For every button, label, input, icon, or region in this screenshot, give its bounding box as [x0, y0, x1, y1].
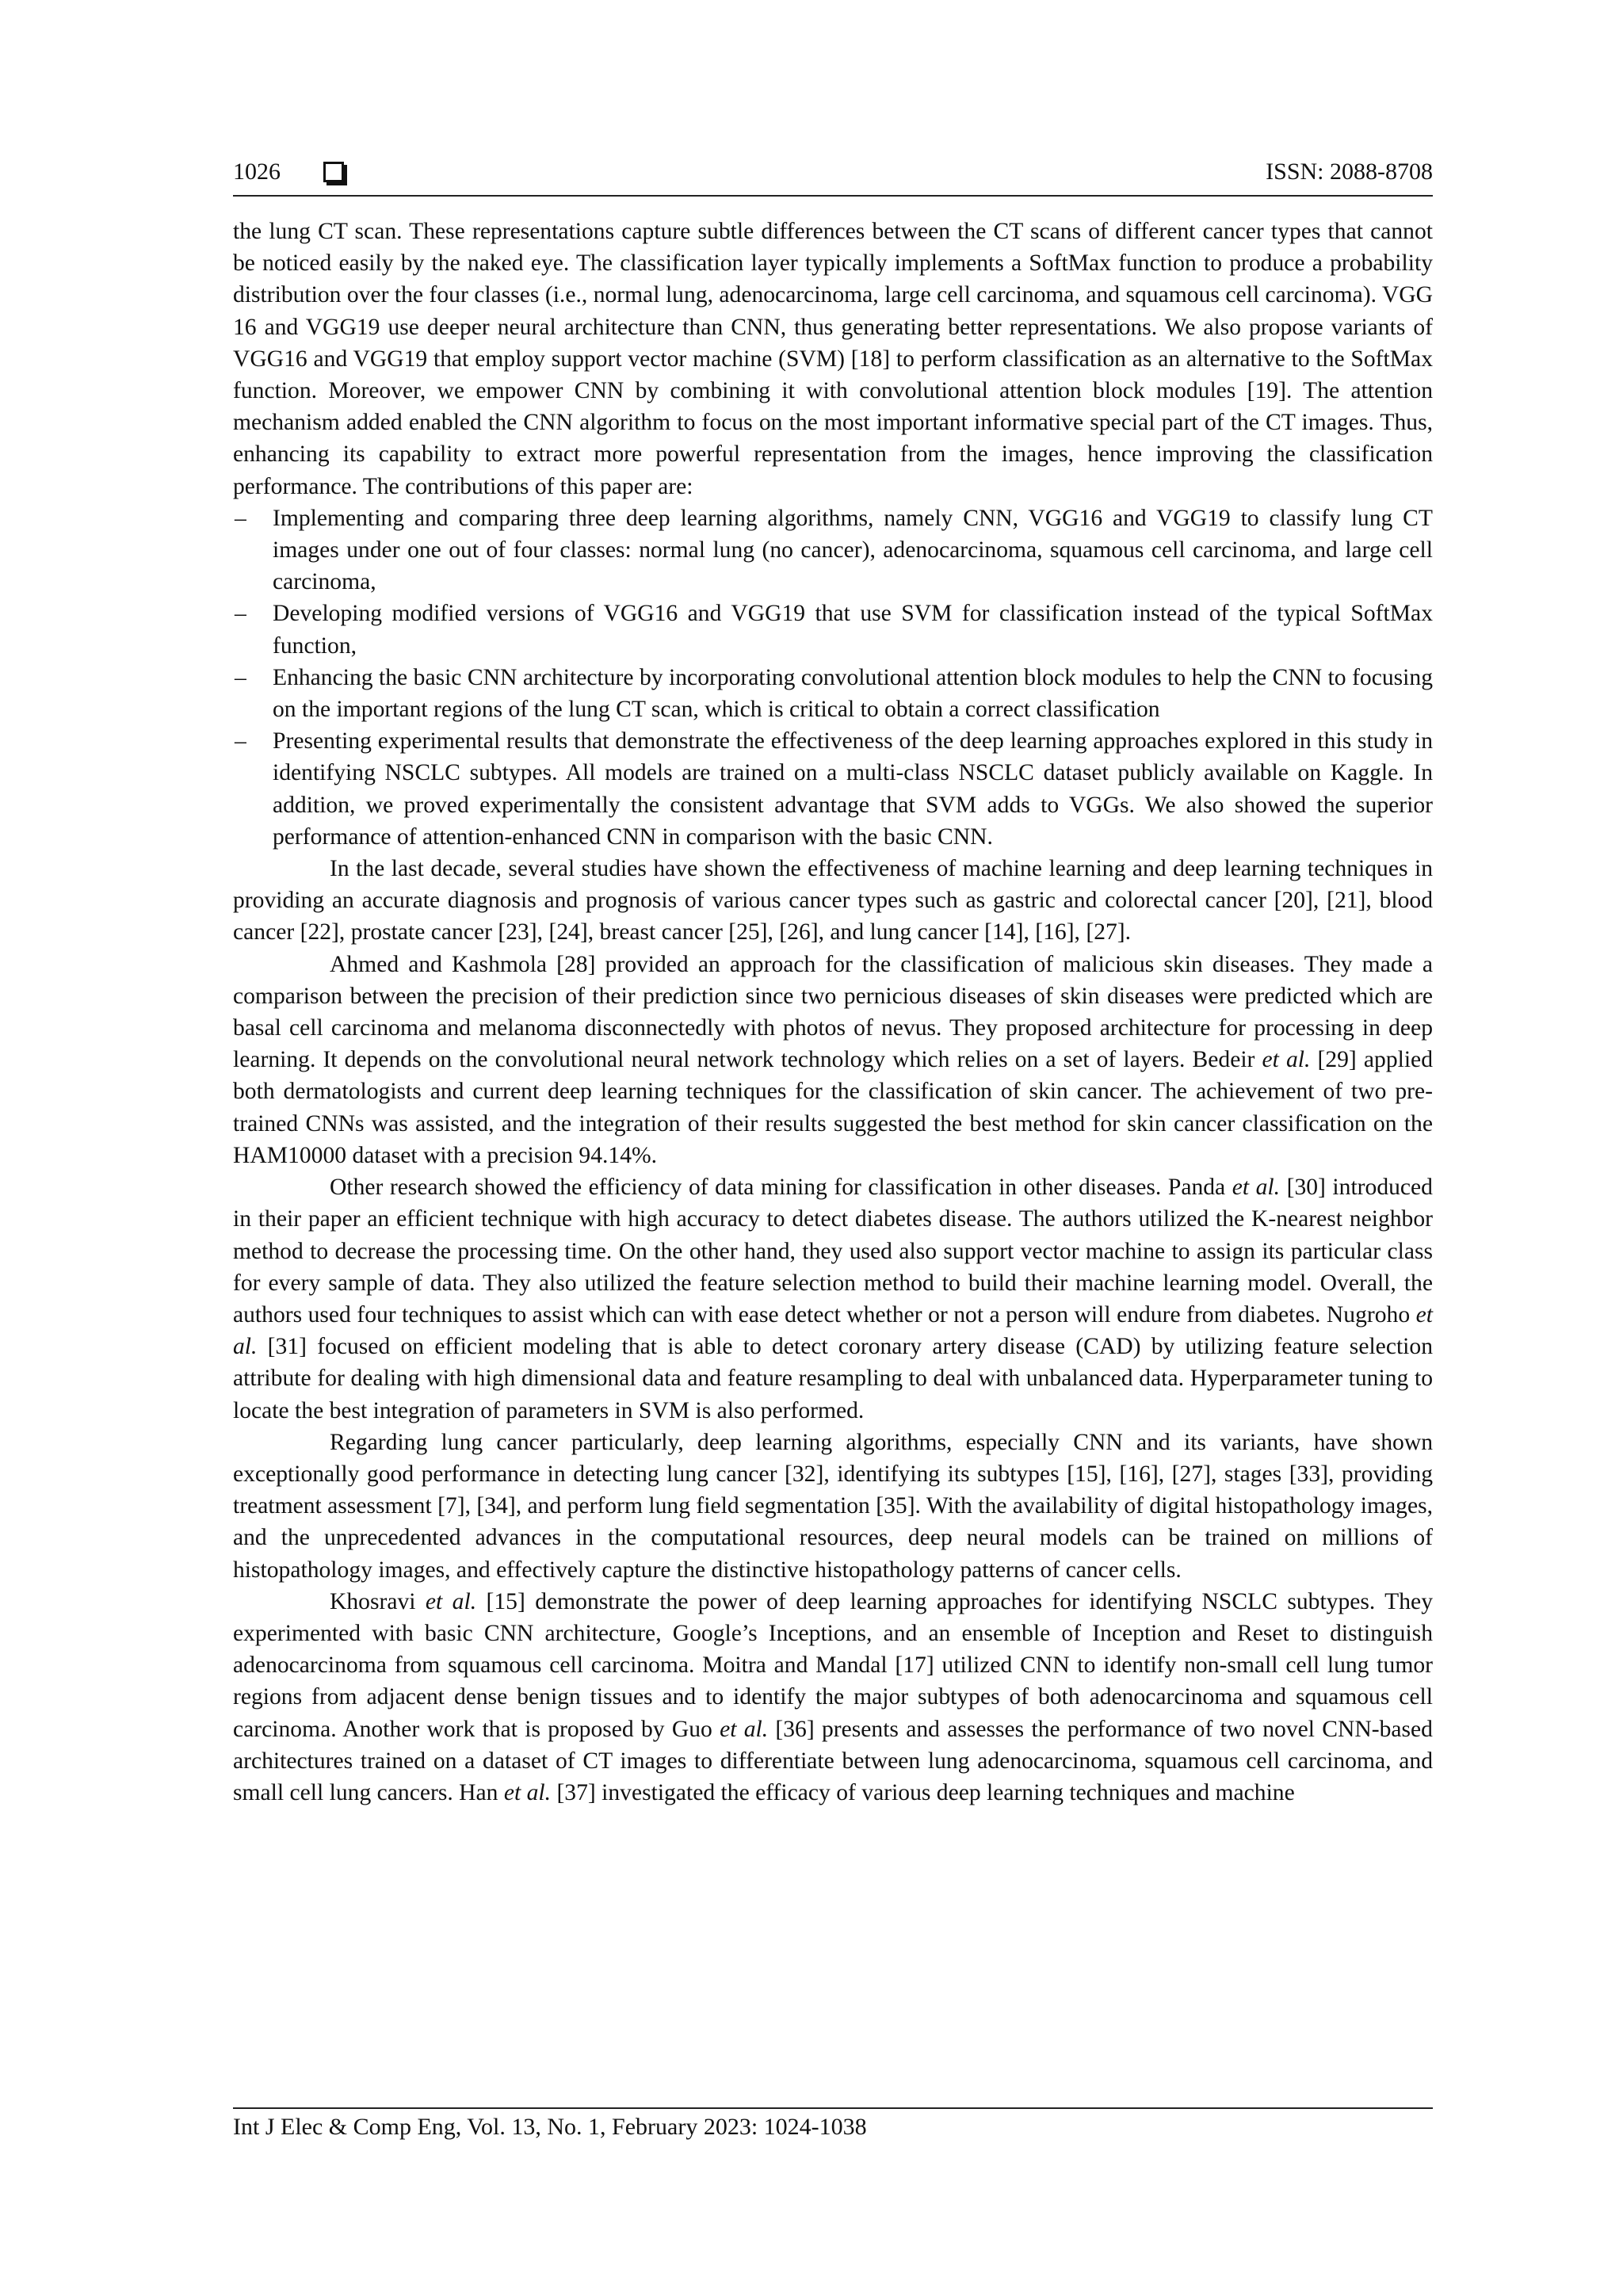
journal-citation: Int J Elec & Comp Eng, Vol. 13, No. 1, February 2023: 1024-1038 [233, 2114, 867, 2140]
paragraph [233, 949, 1433, 1171]
text-run: [15] demonstrate the power of deep learning approaches for identifying NSCLC subtypes. They experimented with basic CNN architecture, Google’s Inceptions, and an ensemble of Inception and Reset to distinguish adenocarcinoma from squamous cell carcinoma. Moitra and Mandal [17] utilized CNN to identify non-small cell lung tumor regions from adjacent dense benign tissues and to identify the major subtypes of both adenocarcinoma and squamous cell carcinoma. Another work that is proposed by Guo [233, 1588, 1433, 1742]
et-al-italic: et al. [1262, 1047, 1311, 1073]
paragraph: In the last decade, several studies have shown the effectiveness of machine learning and deep learning techniques in providing an accurate diagnosis and prognosis of various cancer types such as gastric and colorectal cancer [20], [21], blood cancer [22], prostate cancer [23], [24], breast cancer [25], [26], and lung cancer [14], [16], [27]. [233, 856, 1433, 946]
running-footer [233, 2107, 1433, 2141]
list-item: – Implementing and comparing three deep learning algorithms, namely CNN, VGG16 and VGG19 to classify lung CT images under one out of four classes: normal lung (no cancer), adenocarcinoma, squamous cell carcinoma, and large cell carcinoma, [233, 502, 1433, 598]
contributions-list [233, 502, 1433, 853]
text-run: Ahmed and Kashmola [28] provided an approach for the classification of malicious skin diseases. They made a comparison between the precision of their prediction since two pernicious diseases of skin diseases were predicted which are basal cell carcinoma and melanoma disconnectedly with photos of nevus. They proposed architecture for processing in deep learning. It depends on the convolutional neural network technology which relies on a set of layers. Bedeir [233, 951, 1433, 1073]
text-run: [31] focused on efficient modeling that is able to detect coronary artery disease (CAD) by utilizing feature selection attribute for dealing with high dimensional data and feature resampling to deal with unbalanced data. Hyperparameter tuning to locate the best integration of parameters in SVM is also performed. [233, 1334, 1433, 1423]
text-run: [37] investigated the efficacy of various deep learning techniques and machine [551, 1779, 1295, 1805]
list-item: – Presenting experimental results that demonstrate the effectiveness of the deep learning approaches explored in this study in identifying NSCLC subtypes. All models are trained on a multi-class NSCLC dataset publicly available on Kaggle. In addition, we proved experimentally the consistent advantage that SVM adds to VGGs. We also showed the superior performance of attention-enhanced CNN in comparison with the basic CNN. [233, 725, 1433, 853]
running-header [233, 157, 1433, 197]
list-item: – Enhancing the basic CNN architecture by incorporating convolutional attention block modules to help the CNN to focusing on the important regions of the lung CT scan, which is critical to obtain a correct classification [233, 662, 1433, 725]
text-run: Other research showed the efficiency of data mining for classification in other diseases. Panda [330, 1175, 1232, 1201]
list-item: – Developing modified versions of VGG16 and VGG19 that use SVM for classification instead of the typical SoftMax function, [233, 598, 1433, 661]
square-bullet-icon [323, 162, 344, 182]
body-text [233, 216, 1433, 1809]
et-al-italic: et al. [1232, 1175, 1281, 1201]
text-run: [29] applied both dermatologists and current deep learning techniques for the classification of skin cancer. The achievement of two pre-trained CNNs was assisted, and the integration of their results suggested the best method for skin cancer classification on the HAM10000 dataset with a precision 94.14%. [233, 1047, 1433, 1168]
et-al-italic: et al. [425, 1588, 477, 1614]
et-al-italic: et al. [503, 1779, 552, 1805]
text-run: Khosravi [330, 1588, 426, 1614]
paragraph: the lung CT scan. These representations capture subtle differences between the CT scans of different cancer types that cannot be noticed easily by the naked eye. The classification layer typically implements a SoftMax function to produce a probability distribution over the four classes (i.e., normal lung, adenocarcinoma, large cell carcinoma, and squamous cell carcinoma). VGG 16 and VGG19 use deeper neural architecture than CNN, thus generating better representations. We also propose variants of VGG16 and VGG19 that employ support vector machine (SVM) [18] to perform classification as an alternative to the SoftMax function. Moreover, we empower CNN by combining it with convolutional attention block modules [19]. The attention mechanism added enabled the CNN algorithm to focus on the most important informative special part of the CT images. Thus, enhancing its capability to extract more powerful representation from the images, hence improving the classification performance. The contributions of this paper are: [233, 219, 1433, 499]
paragraph [233, 1171, 1433, 1427]
paragraph [233, 1586, 1433, 1809]
issn-label: ISSN: 2088-8708 [1266, 159, 1433, 185]
text-run: [36] presents and assesses the performance of two novel CNN-based architectures trained on a dataset of CT images to differentiate between lung adenocarcinoma, squamous cell carcinoma, and small cell lung cancers. Han [233, 1716, 1433, 1805]
et-al-italic: et al. [720, 1716, 769, 1742]
page-number: 1026 [233, 159, 281, 185]
et-al-italic: et al. [233, 1301, 1433, 1360]
text-run: [30] introduced in their paper an efficient technique with high accuracy to detect diabetes disease. The authors utilized the K-nearest neighbor method to decrease the processing time. On the other hand, they used also support vector machine to assign its particular class for every sample of data. They also utilized the feature selection method to build their machine learning model. Overall, the authors used four techniques to assist which can with ease detect whether or not a person will endure from diabetes. Nugroho [233, 1175, 1433, 1328]
paragraph: Regarding lung cancer particularly, deep learning algorithms, especially CNN and its variants, have shown exceptionally good performance in detecting lung cancer [32], identifying its subtypes [15], [16], [27], stages [33], providing treatment assessment [7], [34], and perform lung field segmentation [35]. With the availability of digital histopathology images, and the unprecedented advances in the computational resources, deep neural models can be trained on millions of histopathology images, and effectively capture the distinctive histopathology patterns of cancer cells. [233, 1429, 1433, 1583]
